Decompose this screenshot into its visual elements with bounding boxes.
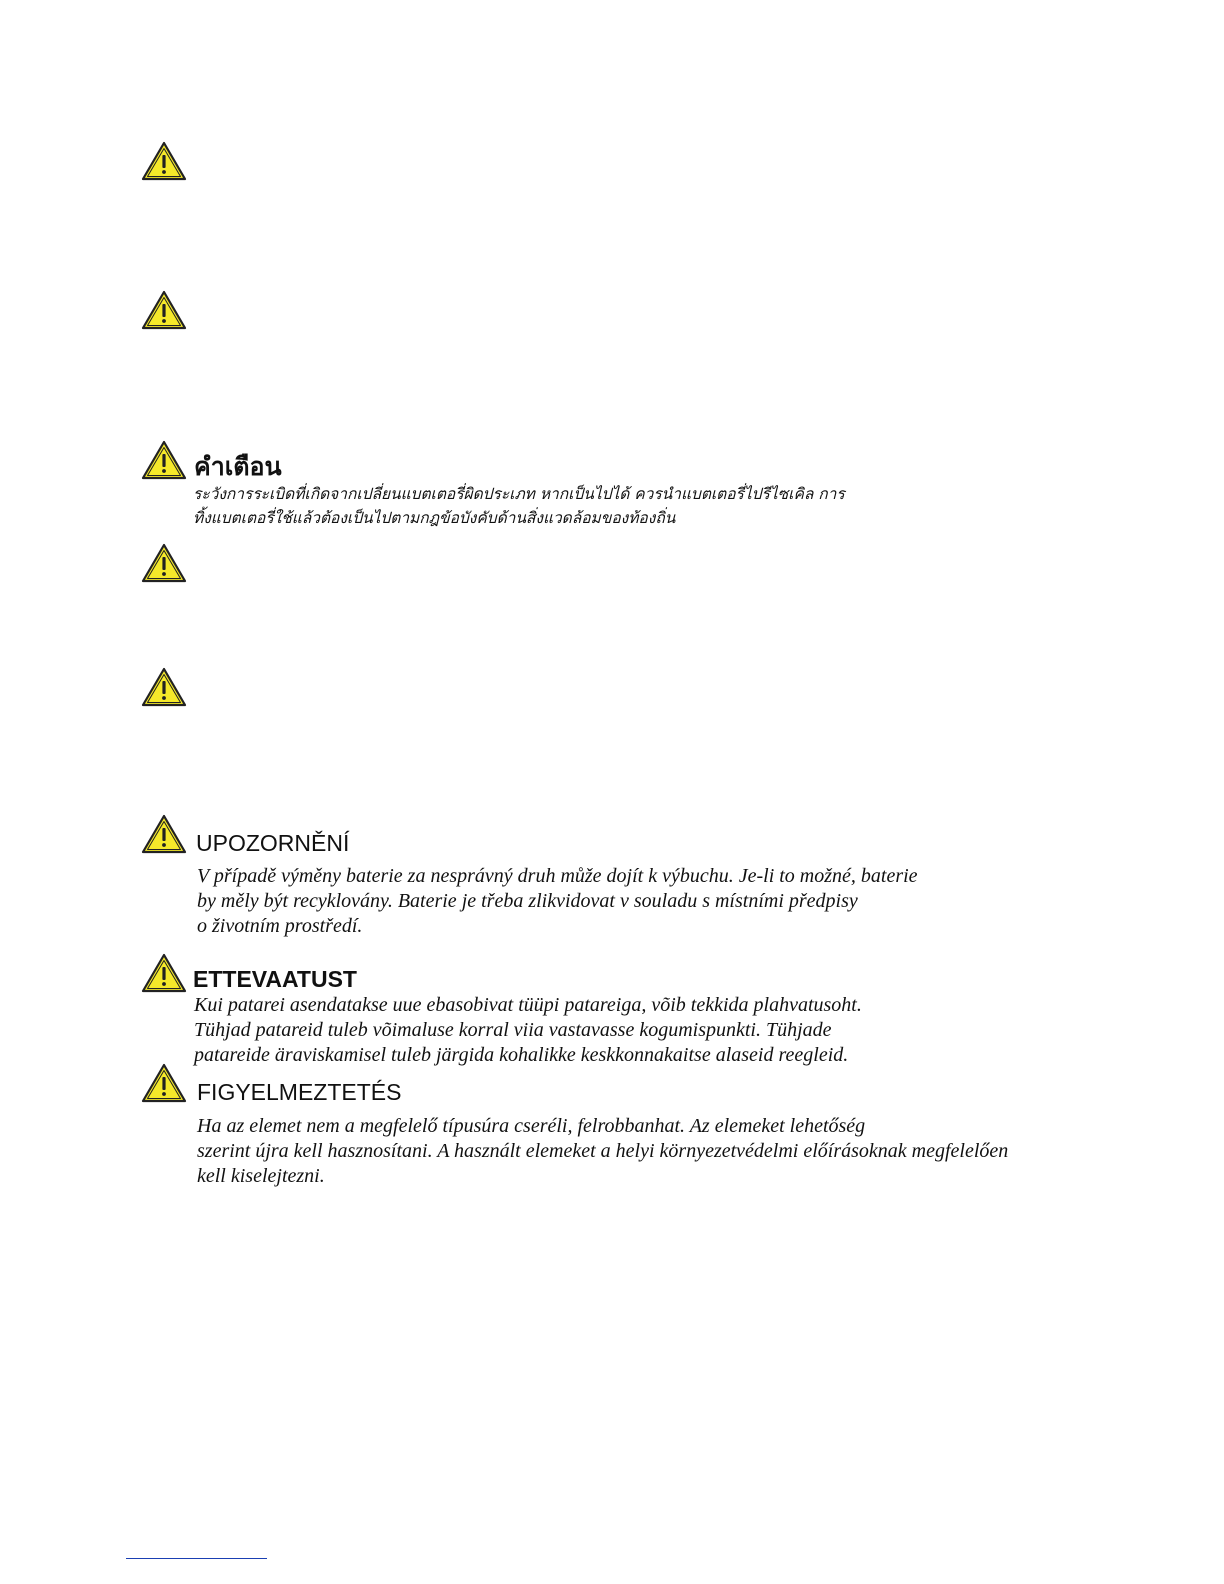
warning-triangle-icon xyxy=(141,667,187,707)
estonian-warning-text xyxy=(194,993,862,1068)
warning-triangle-icon xyxy=(141,440,187,480)
thai-warning-text xyxy=(193,482,845,530)
warning-triangle-icon xyxy=(141,141,187,181)
thai-warning-line: ทิ้งแบตเตอรี่ใช้แล้วต้องเป็นไปตามกฎข้อบังคับด้านสิ่งแวดล้อมของท้องถิ่น xyxy=(193,509,676,527)
estonian-warning-line: Tühjad patareid tuleb võimaluse korral viia vastavasse kogumispunkti. Tühjade xyxy=(194,1019,832,1041)
warning-triangle-icon xyxy=(141,953,187,993)
czech-warning-line: V případě výměny baterie za nesprávný druh může dojít k výbuchu. Je-li to možné, baterie xyxy=(197,865,918,887)
czech-warning-line: by měly být recyklovány. Baterie je třeba zlikvidovat v souladu s místními předpisy xyxy=(197,890,858,912)
hungarian-warning-line: Ha az elemet nem a megfelelő típusúra cseréli, felrobbanhat. Az elemeket lehetőség xyxy=(197,1115,866,1137)
warning-triangle-icon xyxy=(141,543,187,583)
warning-triangle-icon xyxy=(141,290,187,330)
estonian-warning-line: Kui patarei asendatakse uue ebasobivat tüüpi patareiga, võib tekkida plahvatusoht. xyxy=(194,994,862,1016)
footer-rule xyxy=(126,1558,267,1559)
czech-warning-title: UPOZORNĚNÍ xyxy=(196,830,350,856)
hungarian-warning-text xyxy=(197,1114,1008,1189)
warning-triangle-icon xyxy=(141,814,187,854)
hungarian-warning-title: FIGYELMEZTETÉS xyxy=(197,1079,402,1105)
czech-warning-line: o životním prostředí. xyxy=(197,915,363,937)
thai-warning-line: ระวังการระเบิดที่เกิดจากเปลี่ยนแบตเตอรี่ผิดประเภท หากเป็นไปได้ ควรนำแบตเตอรี่ไปรีไซเคิล การ xyxy=(193,485,845,503)
warning-triangle-icon xyxy=(141,1063,187,1103)
hungarian-warning-line: szerint újra kell hasznosítani. A használt elemeket a helyi környezetvédelmi előírásoknak megfelelően xyxy=(197,1140,1009,1162)
estonian-warning-line: patareide äraviskamisel tuleb järgida kohalikke keskkonnakaitse alaseid reegleid. xyxy=(194,1044,849,1066)
thai-warning-title: คำเตือน xyxy=(194,452,282,481)
hungarian-warning-line: kell kiselejtezni. xyxy=(197,1165,325,1187)
estonian-warning-title: ETTEVAATUST xyxy=(193,966,357,992)
czech-warning-text xyxy=(197,864,918,939)
